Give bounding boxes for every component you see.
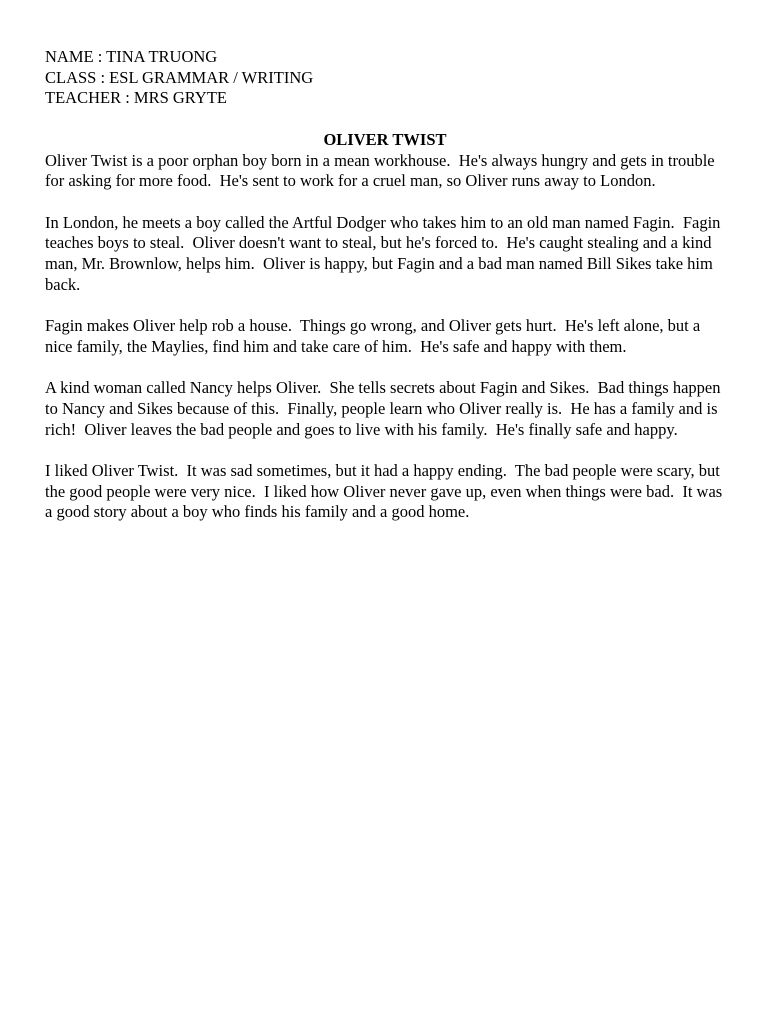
document-title: OLIVER TWIST [323,129,447,149]
essay-body [45,151,725,524]
paragraph: I liked Oliver Twist. It was sad sometimes, but it had a happy ending. The bad people were scary, but the good people were very nice. I liked how Oliver never gave up, even when things were bad. It was a good story about a boy who finds his family and a good home. [45,460,727,522]
student-name: NAME : TINA TRUONG [45,47,218,66]
paragraph: Fagin makes Oliver help rob a house. Things go wrong, and Oliver gets hurt. He's left alone, but a nice family, the Maylies, find him and take care of him. He's safe and happy with them. [45,316,705,356]
class-name: CLASS : ESL GRAMMAR / WRITING [45,67,314,87]
paragraph: In London, he meets a boy called the Artful Dodger who takes him to an old man named Fagin. Fagin teaches boys to steal. Oliver doesn't want to steal, but he's forced to. He's caught stealing and a kind man, Mr. Brownlow, helps him. Oliver is happy, but Fagin and a bad man named Bill Sikes take him back. [45,212,725,294]
paragraph: Oliver Twist is a poor orphan boy born in a mean workhouse. He's always hungry and gets in trouble for asking for more food. He's sent to work for a cruel man, so Oliver runs away to London. [45,150,719,191]
document-page [45,47,725,523]
teacher-name: TEACHER : MRS GRYTE [45,88,227,108]
paragraph: A kind woman called Nancy helps Oliver. She tells secrets about Fagin and Sikes. Bad things happen to Nancy and Sikes because of this. Finally, people learn who Oliver really is. He has a family and is rich! Oliver leaves the bad people and goes to live with his family. He's finally safe and happy. [45,378,725,439]
